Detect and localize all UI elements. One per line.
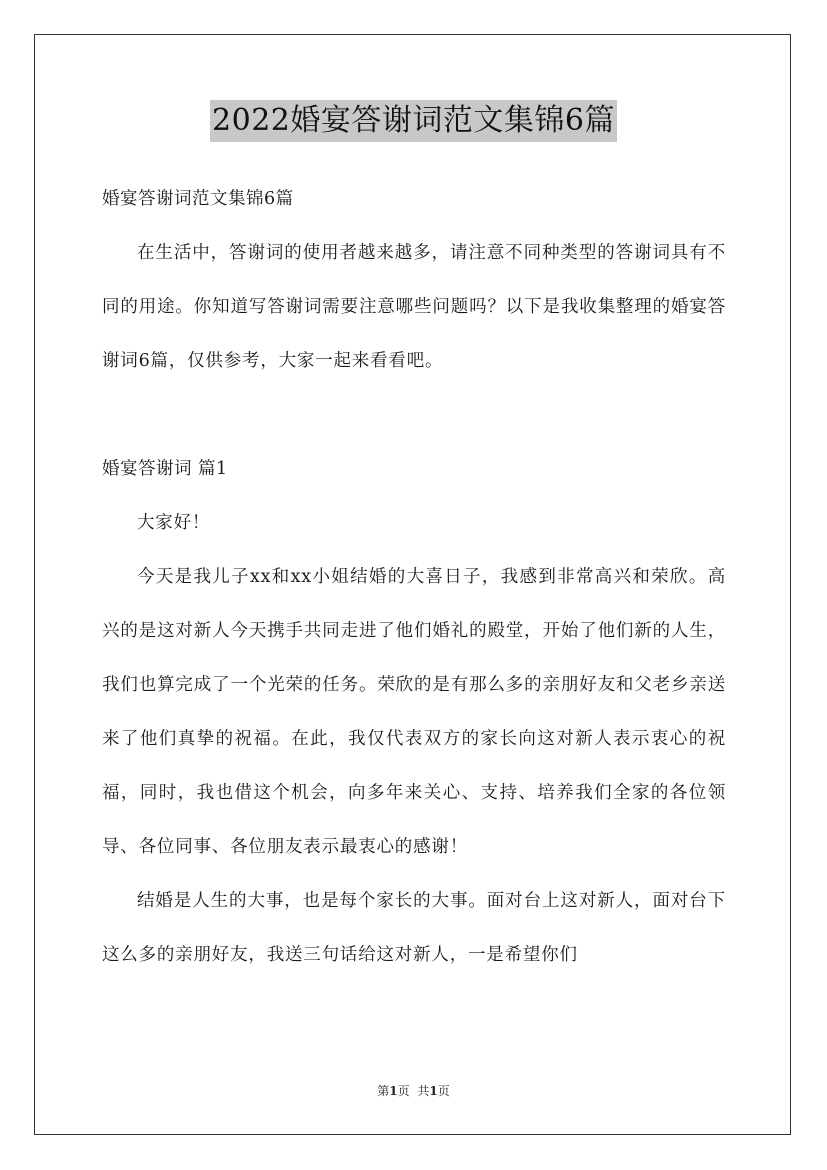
greeting-paragraph: 大家好！ (137, 513, 211, 533)
section-heading: 婚宴答谢词 篇1 (102, 459, 228, 479)
paragraph-gap (102, 388, 726, 442)
total-suffix: 页 (437, 1084, 450, 1098)
total-pages: 1 (429, 1084, 438, 1098)
body-paragraph-2: 结婚是人生的大事，也是每个家长的大事。面对台上这对新人，面对台下这么多的亲朋好友，我送三句话给这对新人，一是希望你们 (102, 891, 726, 965)
page-prefix: 第 (377, 1084, 390, 1098)
document-subtitle: 婚宴答谢词范文集锦6篇 (102, 189, 294, 209)
intro-paragraph: 在生活中，答谢词的使用者越来越多，请注意不同种类型的答谢词具有不同的用途。你知道写答谢词需要注意哪些问题吗？以下是我收集整理的婚宴答谢词6篇，仅供参考，大家一起来看看吧。 (102, 243, 726, 371)
total-prefix: 共 (417, 1084, 430, 1098)
document-body (102, 172, 726, 982)
title-container (0, 100, 827, 142)
body-paragraph-1: 今天是我儿子xx和xx小姐结婚的大喜日子，我感到非常高兴和荣欣。高兴的是这对新人今天携手共同走进了他们婚礼的殿堂，开始了他们新的人生，我们也算完成了一个光荣的任务。荣欣的是有那么多的亲朋好友和父老乡亲送来了他们真挚的祝福。在此，我仅代表双方的家长向这对新人表示衷心的祝福，同时，我也借这个机会，向多年来关心、支持、培养我们全家的各位领导、各位同事、各位朋友表示最衷心的感谢！ (102, 567, 726, 857)
document-title: 2022婚宴答谢词范文集锦6篇 (210, 100, 617, 142)
page-number: 1 (389, 1084, 398, 1098)
page-suffix: 页 (397, 1084, 410, 1098)
page-footer (0, 1083, 827, 1099)
